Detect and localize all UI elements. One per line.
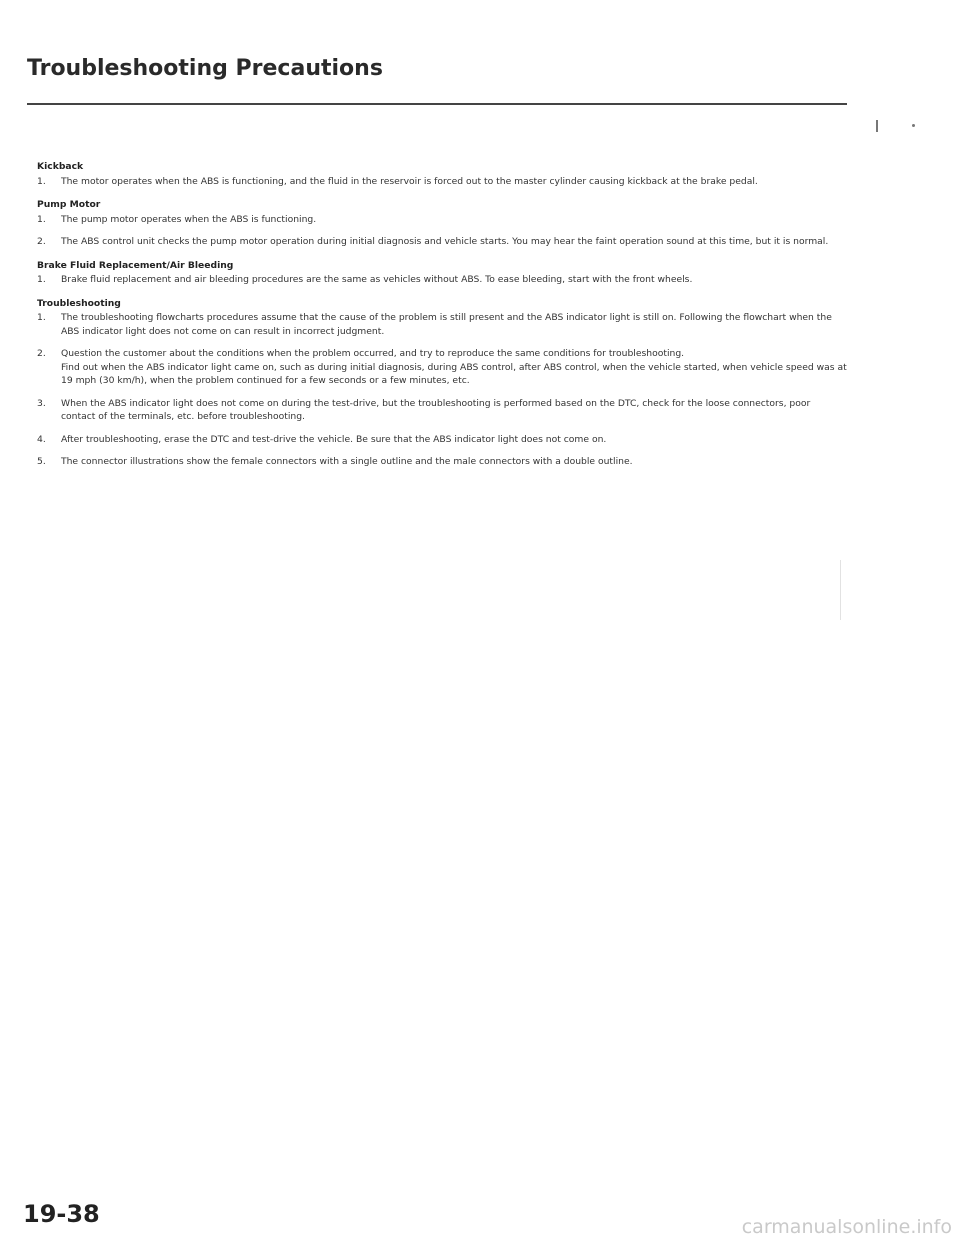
item-number: 1. [37,312,46,323]
section-heading: Pump Motor [37,199,101,210]
item-text [61,455,847,469]
item-text [61,433,847,447]
item-number: 3. [37,397,46,409]
page-title: Troubleshooting Precautions [27,56,383,81]
section [37,198,847,249]
item-text [61,213,847,227]
margin-mark [876,120,878,132]
item-text [61,311,847,338]
list-item [37,273,847,287]
item-paragraph: The troubleshooting flowcharts procedures assume that the cause of the problem is still present and the ABS indicator light is still on. Following the flowchart when the ABS indicator light does not come on can result in incorrect judgment. [61,312,832,337]
item-text [61,175,847,189]
title-rule [27,103,847,105]
list-item [37,311,847,338]
list-item [37,455,847,469]
section [37,160,847,188]
section-heading: Troubleshooting [37,297,121,309]
item-text [61,347,847,388]
item-paragraph: The ABS control unit checks the pump motor operation during initial diagnosis and vehicle starts. You may hear the faint operation sound at this time, but it is normal. [61,236,829,247]
item-text [61,235,847,249]
item-number: 4. [37,433,46,445]
item-number: 5. [37,456,46,467]
item-number: 2. [37,348,46,359]
margin-dot [912,124,915,127]
item-paragraph: Find out when the ABS indicator light came on, such as during initial diagnosis, during ABS control, after ABS control, when the vehicle started, when vehicle speed was at 19 mph (30 km/h), when the problem continued for a few seconds or a few minutes, etc. [61,361,847,386]
item-paragraph: Brake fluid replacement and air bleeding procedures are the same as vehicles without ABS. To ease bleeding, start with the front wheels. [61,274,693,285]
scan-line [840,560,841,620]
item-paragraph: The connector illustrations show the female connectors with a single outline and the male connectors with a double outline. [61,456,633,467]
list-item [37,397,847,424]
item-text [61,273,847,287]
item-text [61,397,847,424]
list-item [37,433,847,447]
list-item [37,175,847,189]
section-heading: Kickback [37,161,84,172]
watermark: carmanualsonline.info [741,1216,952,1238]
document-body [37,160,847,479]
item-paragraph: After troubleshooting, erase the DTC and test-drive the vehicle. Be sure that the ABS indicator light does not come on. [61,433,607,445]
section-heading: Brake Fluid Replacement/Air Bleeding [37,259,234,271]
item-paragraph: When the ABS indicator light does not come on during the test-drive, but the troubleshooting is performed based on the DTC, check for the loose connectors, poor contact of the terminals, etc. before troubleshooting. [61,397,811,422]
item-paragraph: The motor operates when the ABS is functioning, and the fluid in the reservoir is forced out to the master cylinder causing kickback at the brake pedal. [61,175,758,187]
item-number: 1. [37,175,46,187]
page-number: 19-38 [23,1200,100,1228]
list-item [37,347,847,388]
list-item [37,235,847,249]
item-number: 1. [37,274,46,285]
section [37,297,847,469]
item-paragraph: Question the customer about the conditions when the problem occurred, and try to reproduce the same conditions for troubleshooting. [61,348,685,359]
item-number: 1. [37,213,46,225]
section [37,259,847,287]
item-paragraph: The pump motor operates when the ABS is functioning. [61,213,317,225]
list-item [37,213,847,227]
item-number: 2. [37,236,46,247]
